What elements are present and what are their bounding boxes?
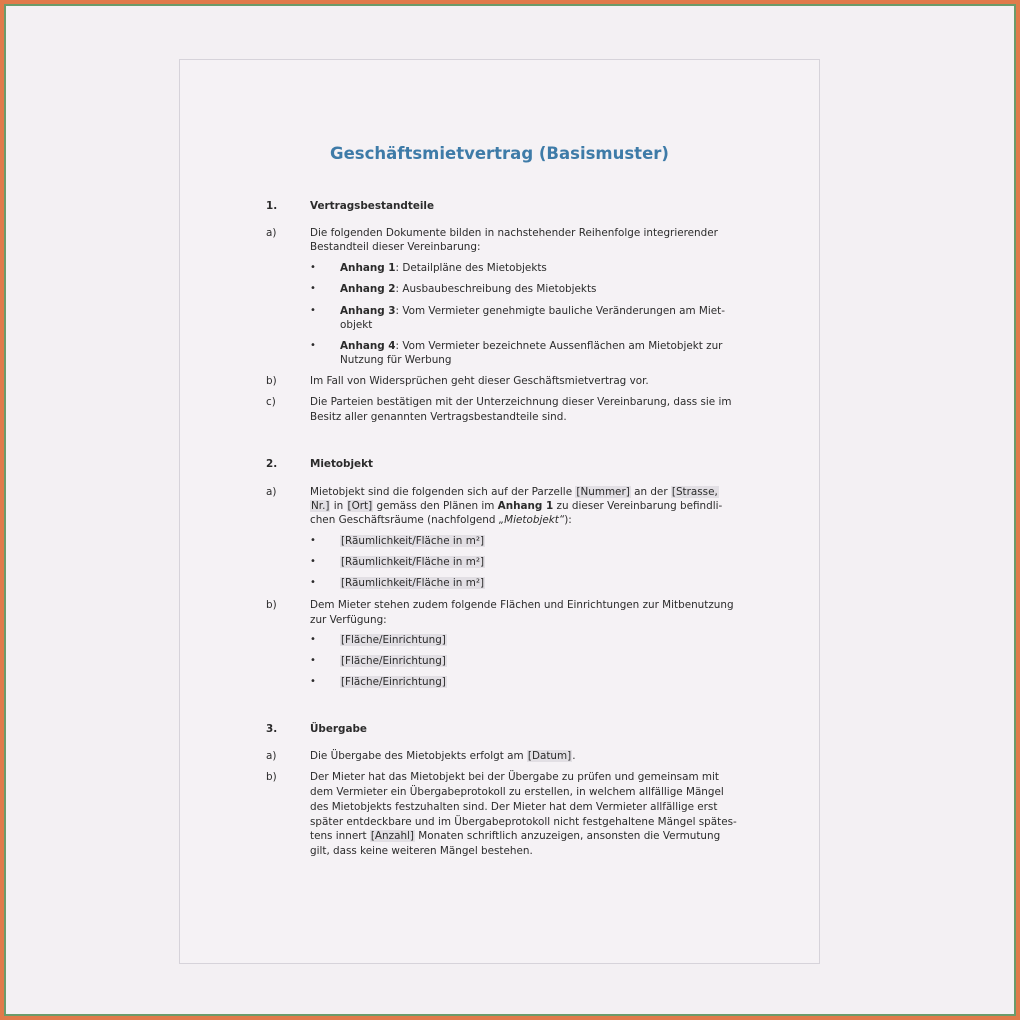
section-2a-line-1: [310, 485, 738, 500]
text-fragment: in: [330, 500, 347, 512]
bullet-dot: •: [310, 262, 316, 273]
section-2a-line-3: [310, 513, 572, 528]
section-1c-line-1: Die Parteien bestätigen mit der Unterzeichnung dieser Vereinbarung, dass sie im: [310, 396, 732, 408]
anhang-4-bold: Anhang 4: [340, 340, 396, 352]
text-fragment: Mietobjekt sind die folgenden sich auf der Parzelle: [310, 486, 576, 498]
section-3b-line-5: [310, 829, 738, 844]
section-3b-line-3: des Mietobjekts festzuhalten sind. Der Mieter hat dem Vermieter allfällige erst: [310, 801, 718, 813]
section-1c-line-2: Besitz aller genannten Vertragsbestandteile sind.: [310, 411, 567, 423]
text-fragment: Die Übergabe des Mietobjekts erfolgt am: [310, 750, 527, 762]
section-1b-text: Im Fall von Widersprüchen geht dieser Geschäftsmietvertrag vor.: [310, 375, 649, 387]
bullet-dot: •: [310, 535, 316, 546]
anhang-1-bold: Anhang 1: [340, 262, 396, 274]
section-2b-label: b): [266, 599, 277, 611]
anhang-reference: Anhang 1: [497, 500, 554, 512]
section-1b-label: b): [266, 375, 277, 387]
section-2-number: 2.: [266, 458, 278, 470]
anhang-4-text: : Vom Vermieter bezeichnete Aussenflächen am Mietobjekt zur: [395, 340, 723, 352]
section-1a-label: a): [266, 227, 277, 239]
text-fragment: an der: [630, 486, 671, 498]
anhang-2-bold: Anhang 2: [340, 283, 396, 295]
text-fragment: ):: [564, 514, 572, 526]
placeholder-strasse: [Strasse,: [671, 486, 718, 498]
section-3a-label: a): [266, 750, 277, 762]
placeholder-anzahl: [Anzahl]: [370, 830, 414, 842]
bullet-dot: •: [310, 655, 316, 666]
facility-item: [340, 675, 447, 690]
section-3b-line-2: dem Vermieter ein Übergabeprotokoll zu erstellen, in welchem allfällige Mängel: [310, 786, 724, 798]
text-fragment: zu dieser Vereinbarung befindli-: [553, 500, 723, 512]
text-fragment: .: [572, 750, 576, 762]
facility-item: [340, 654, 447, 669]
bullet-dot: •: [310, 283, 316, 294]
document-page: [179, 59, 820, 964]
bullet-dot: •: [310, 676, 316, 687]
anhang-3-item: [340, 304, 738, 319]
placeholder-datum: [Datum]: [527, 750, 572, 762]
anhang-3-continuation: objekt: [340, 319, 373, 331]
section-1c-label: c): [266, 396, 276, 408]
section-3-number: 3.: [266, 723, 278, 735]
section-3b-line-6: gilt, dass keine weiteren Mängel bestehen.: [310, 845, 533, 857]
bullet-dot: •: [310, 340, 316, 351]
section-2-heading: Mietobjekt: [310, 458, 373, 470]
section-2b-line-1: Dem Mieter stehen zudem folgende Flächen und Einrichtungen zur Mitbenutzung: [310, 599, 734, 611]
facility-item: [340, 633, 447, 648]
placeholder-facility: [Fläche/Einrichtung]: [341, 634, 446, 646]
placeholder-nummer: [Nummer]: [576, 486, 630, 498]
text-fragment: gemäss den Plänen im: [373, 500, 498, 512]
room-item: [340, 555, 485, 570]
section-3-heading: Übergabe: [310, 723, 367, 735]
placeholder-room: [Räumlichkeit/Fläche in m²]: [341, 577, 485, 589]
anhang-1-text: : Detailpläne des Mietobjekts: [395, 262, 547, 274]
section-3a-text: [310, 749, 576, 764]
bullet-dot: •: [310, 577, 316, 588]
section-2a-label: a): [266, 486, 277, 498]
bullet-dot: •: [310, 305, 316, 316]
section-3b-label: b): [266, 771, 277, 783]
mietobjekt-term: „Mietobjekt“: [498, 514, 565, 526]
anhang-2-item: [340, 282, 596, 297]
section-2a-line-2: [310, 499, 738, 514]
section-3b-line-4: später entdeckbare und im Übergabeprotokoll nicht festgehaltene Mängel spätes-: [310, 816, 737, 828]
room-item: [340, 534, 485, 549]
section-1-heading: Vertragsbestandteile: [310, 200, 435, 212]
section-1a-line-1: Die folgenden Dokumente bilden in nachstehender Reihenfolge integrierender: [310, 227, 718, 239]
bullet-dot: •: [310, 556, 316, 567]
anhang-3-text: : Vom Vermieter genehmigte bauliche Veränderungen am Miet-: [395, 305, 725, 317]
placeholder-room: [Räumlichkeit/Fläche in m²]: [341, 556, 485, 568]
room-item: [340, 576, 485, 591]
anhang-3-bold: Anhang 3: [340, 305, 396, 317]
anhang-1-item: [340, 261, 547, 276]
placeholder-facility: [Fläche/Einrichtung]: [341, 676, 446, 688]
text-fragment: Monaten schriftlich anzuzeigen, ansonsten die Vermutung: [414, 830, 721, 842]
section-1-number: 1.: [266, 200, 278, 212]
section-2b-line-2: zur Verfügung:: [310, 614, 387, 626]
placeholder-facility: [Fläche/Einrichtung]: [341, 655, 446, 667]
document-title: Geschäftsmietvertrag (Basismuster): [330, 144, 669, 163]
placeholder-ort: [Ort]: [347, 500, 373, 512]
anhang-2-text: : Ausbaubeschreibung des Mietobjekts: [395, 283, 597, 295]
anhang-4-item: [340, 339, 738, 354]
section-3b-line-1: Der Mieter hat das Mietobjekt bei der Übergabe zu prüfen und gemeinsam mit: [310, 771, 719, 783]
placeholder-room: [Räumlichkeit/Fläche in m²]: [341, 535, 485, 547]
anhang-4-continuation: Nutzung für Werbung: [340, 354, 452, 366]
placeholder-nr: Nr.]: [311, 500, 330, 512]
text-fragment: chen Geschäftsräume (nachfolgend: [310, 514, 499, 526]
bullet-dot: •: [310, 634, 316, 645]
section-1a-line-2: Bestandteil dieser Vereinbarung:: [310, 241, 481, 253]
text-fragment: tens innert: [310, 830, 370, 842]
